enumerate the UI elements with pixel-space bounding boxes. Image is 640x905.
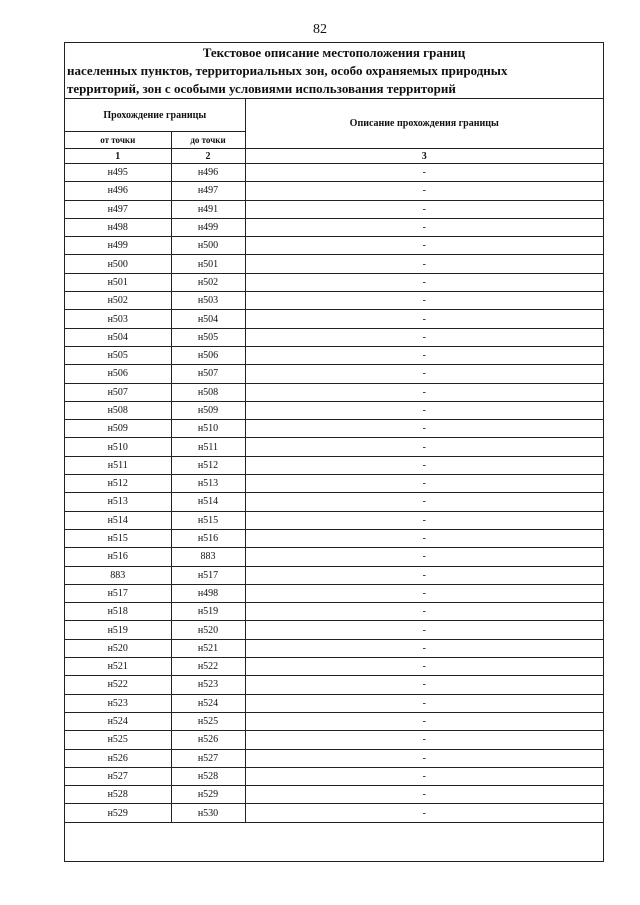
- table-body: [65, 164, 603, 823]
- from-point-cell: н525: [65, 731, 171, 749]
- table-row: [65, 255, 603, 273]
- from-point-cell: н499: [65, 237, 171, 255]
- description-cell: -: [245, 511, 603, 529]
- to-point-cell: н502: [171, 273, 245, 291]
- from-point-header: от точки: [65, 132, 171, 149]
- description-cell: -: [245, 566, 603, 584]
- from-point-cell: н518: [65, 603, 171, 621]
- table-row: [65, 603, 603, 621]
- table-row: [65, 401, 603, 419]
- description-cell: -: [245, 786, 603, 804]
- from-point-cell: н506: [65, 365, 171, 383]
- to-point-cell: н512: [171, 456, 245, 474]
- column-number-3: 3: [245, 149, 603, 164]
- description-cell: -: [245, 731, 603, 749]
- to-point-cell: н523: [171, 676, 245, 694]
- from-point-cell: н517: [65, 584, 171, 602]
- from-point-cell: н522: [65, 676, 171, 694]
- column-number-1: 1: [65, 149, 171, 164]
- to-point-cell: н501: [171, 255, 245, 273]
- from-point-cell: н495: [65, 164, 171, 182]
- description-cell: -: [245, 292, 603, 310]
- page-number: 82: [313, 22, 327, 37]
- from-point-cell: н509: [65, 420, 171, 438]
- table-row: [65, 438, 603, 456]
- table-row: [65, 273, 603, 291]
- from-point-cell: н497: [65, 200, 171, 218]
- table-row: [65, 584, 603, 602]
- to-point-cell: н500: [171, 237, 245, 255]
- title-line-1: Текстовое описание местоположения границ: [202, 45, 466, 60]
- from-point-cell: н500: [65, 255, 171, 273]
- description-cell: -: [245, 804, 603, 822]
- title-line-2: населенных пунктов, территориальных зон, особо охраняемых природных: [67, 63, 508, 78]
- from-point-cell: н501: [65, 273, 171, 291]
- from-point-cell: н505: [65, 346, 171, 364]
- table-row: [65, 456, 603, 474]
- to-point-cell: н526: [171, 731, 245, 749]
- to-point-cell: н516: [171, 529, 245, 547]
- to-point-cell: н524: [171, 694, 245, 712]
- description-cell: -: [245, 456, 603, 474]
- description-cell: -: [245, 438, 603, 456]
- to-point-cell: н515: [171, 511, 245, 529]
- from-point-cell: н529: [65, 804, 171, 822]
- table-row: [65, 237, 603, 255]
- from-point-cell: н504: [65, 328, 171, 346]
- table-row: [65, 182, 603, 200]
- table-row: [65, 420, 603, 438]
- description-cell: -: [245, 712, 603, 730]
- description-cell: -: [245, 401, 603, 419]
- group-header: Прохождение границы: [65, 99, 245, 132]
- from-point-cell: н527: [65, 767, 171, 785]
- from-point-cell: н502: [65, 292, 171, 310]
- description-cell: -: [245, 621, 603, 639]
- to-point-cell: н506: [171, 346, 245, 364]
- from-point-cell: н513: [65, 493, 171, 511]
- description-cell: -: [245, 328, 603, 346]
- to-point-cell: н519: [171, 603, 245, 621]
- description-cell: -: [245, 200, 603, 218]
- table-row: [65, 694, 603, 712]
- to-point-cell: н522: [171, 658, 245, 676]
- to-point-cell: н503: [171, 292, 245, 310]
- to-point-header: до точки: [171, 132, 245, 149]
- table-row: [65, 529, 603, 547]
- description-cell: -: [245, 237, 603, 255]
- to-point-cell: н511: [171, 438, 245, 456]
- from-point-cell: н523: [65, 694, 171, 712]
- from-point-cell: н526: [65, 749, 171, 767]
- description-cell: -: [245, 639, 603, 657]
- document-title: [65, 43, 603, 99]
- to-point-cell: н527: [171, 749, 245, 767]
- table-row: [65, 328, 603, 346]
- to-point-cell: н498: [171, 584, 245, 602]
- to-point-cell: н514: [171, 493, 245, 511]
- description-cell: -: [245, 273, 603, 291]
- from-point-cell: н524: [65, 712, 171, 730]
- table-row: [65, 786, 603, 804]
- document-frame: [64, 42, 604, 862]
- table-row: [65, 639, 603, 657]
- to-point-cell: н530: [171, 804, 245, 822]
- table-row: [65, 548, 603, 566]
- table-row: [65, 676, 603, 694]
- table-row: [65, 200, 603, 218]
- from-point-cell: н514: [65, 511, 171, 529]
- from-point-cell: н519: [65, 621, 171, 639]
- description-cell: -: [245, 420, 603, 438]
- table-row: [65, 383, 603, 401]
- description-cell: -: [245, 584, 603, 602]
- to-point-cell: н507: [171, 365, 245, 383]
- table-row: [65, 658, 603, 676]
- description-cell: -: [245, 164, 603, 182]
- to-point-cell: н513: [171, 475, 245, 493]
- table-row: [65, 310, 603, 328]
- from-point-cell: н512: [65, 475, 171, 493]
- description-cell: -: [245, 493, 603, 511]
- table-row: [65, 475, 603, 493]
- boundary-table: [65, 99, 603, 823]
- table-row: [65, 621, 603, 639]
- from-point-cell: н508: [65, 401, 171, 419]
- from-point-cell: н511: [65, 456, 171, 474]
- table-row: [65, 218, 603, 236]
- description-cell: -: [245, 676, 603, 694]
- to-point-cell: 883: [171, 548, 245, 566]
- to-point-cell: н529: [171, 786, 245, 804]
- description-cell: -: [245, 365, 603, 383]
- table-row: [65, 365, 603, 383]
- table-row: [65, 292, 603, 310]
- description-cell: -: [245, 767, 603, 785]
- to-point-cell: н525: [171, 712, 245, 730]
- description-header: Описание прохождения границы: [245, 99, 603, 149]
- to-point-cell: н491: [171, 200, 245, 218]
- description-cell: -: [245, 475, 603, 493]
- column-number-2: 2: [171, 149, 245, 164]
- from-point-cell: н516: [65, 548, 171, 566]
- to-point-cell: н505: [171, 328, 245, 346]
- table-row: [65, 493, 603, 511]
- to-point-cell: н528: [171, 767, 245, 785]
- to-point-cell: н509: [171, 401, 245, 419]
- description-cell: -: [245, 346, 603, 364]
- to-point-cell: н517: [171, 566, 245, 584]
- to-point-cell: н510: [171, 420, 245, 438]
- description-cell: -: [245, 694, 603, 712]
- table-row: [65, 767, 603, 785]
- description-cell: -: [245, 182, 603, 200]
- table-row: [65, 566, 603, 584]
- from-point-cell: 883: [65, 566, 171, 584]
- title-line-3: территорий, зон с особыми условиями использования территорий: [67, 81, 456, 96]
- table-row: [65, 164, 603, 182]
- description-cell: -: [245, 255, 603, 273]
- description-cell: -: [245, 603, 603, 621]
- table-row: [65, 346, 603, 364]
- table-row: [65, 749, 603, 767]
- from-point-cell: н498: [65, 218, 171, 236]
- from-point-cell: н507: [65, 383, 171, 401]
- description-cell: -: [245, 310, 603, 328]
- description-cell: -: [245, 529, 603, 547]
- from-point-cell: н515: [65, 529, 171, 547]
- to-point-cell: н504: [171, 310, 245, 328]
- from-point-cell: н496: [65, 182, 171, 200]
- description-cell: -: [245, 548, 603, 566]
- from-point-cell: н528: [65, 786, 171, 804]
- to-point-cell: н496: [171, 164, 245, 182]
- from-point-cell: н520: [65, 639, 171, 657]
- to-point-cell: н508: [171, 383, 245, 401]
- description-cell: -: [245, 749, 603, 767]
- table-row: [65, 712, 603, 730]
- table-row: [65, 511, 603, 529]
- table-row: [65, 731, 603, 749]
- description-cell: -: [245, 658, 603, 676]
- from-point-cell: н510: [65, 438, 171, 456]
- to-point-cell: н521: [171, 639, 245, 657]
- from-point-cell: н521: [65, 658, 171, 676]
- to-point-cell: н520: [171, 621, 245, 639]
- from-point-cell: н503: [65, 310, 171, 328]
- description-cell: -: [245, 218, 603, 236]
- to-point-cell: н497: [171, 182, 245, 200]
- description-cell: -: [245, 383, 603, 401]
- table-row: [65, 804, 603, 822]
- to-point-cell: н499: [171, 218, 245, 236]
